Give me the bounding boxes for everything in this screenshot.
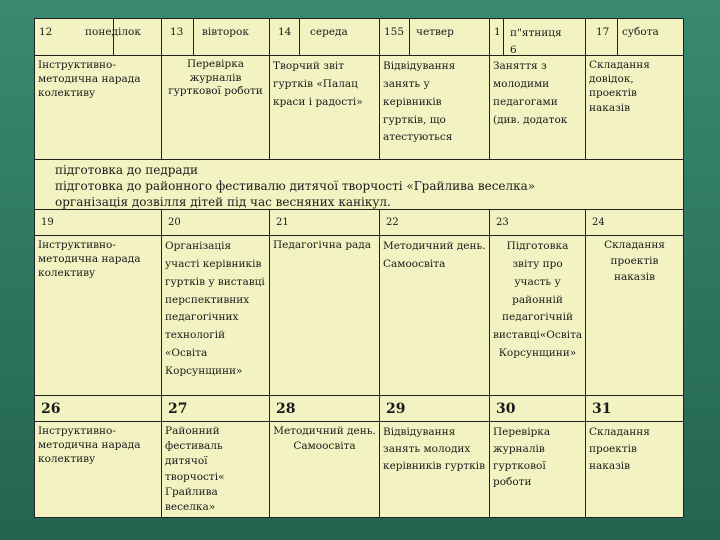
week3-event-wed: Методичний день. Самоосвіта	[269, 422, 379, 517]
week3-day-29: 29	[379, 396, 489, 421]
week3-event-fri: Перевірка журналів гурткової роботи	[489, 422, 585, 517]
week1-event-tue: Перевірка журналів гурткової роботи	[161, 56, 269, 159]
week2-events-row	[35, 235, 683, 395]
week3-event-sat: Складання проектів наказів	[585, 422, 683, 517]
week3-event-thu: Відвідування занять молодих керівників гуртків	[379, 422, 489, 517]
week3-events-row	[35, 421, 683, 517]
week2-day-21: 21	[269, 210, 379, 235]
note-item: підготовка до педради	[55, 163, 198, 177]
week1-event-mon: Інструктивно-методична нарада колективу	[38, 59, 141, 100]
week2-day-20: 20	[161, 210, 269, 235]
week1-day-sat: 17 субота	[585, 19, 683, 55]
week1-day-fri: 1 п"ятниця 6	[489, 19, 585, 55]
week3-event-tue: Районний фестиваль дитячої творчості« Грайлива веселка»	[161, 422, 269, 517]
week2-event-mon: Інструктивно-методична нарада колективу	[38, 239, 141, 280]
note-item: підготовка до районного фестивалю дитячої творчості «Грайлива веселка»	[55, 179, 536, 194]
week2-event-thu: Методичний день. Самоосвіта	[379, 236, 489, 395]
week3-day-28: 28	[269, 396, 379, 421]
week3-day-31: 31	[585, 396, 683, 421]
week1-events-row	[35, 55, 683, 159]
week2-event-fri: Підготовка звіту про участь у районній педагогічній виставці«Освіта Корсунщини»	[489, 236, 585, 395]
week2-day-24: 24	[585, 210, 683, 235]
week3-day-30: 30	[489, 396, 585, 421]
week3-event-mon: Інструктивно-методична нарада колективу	[38, 425, 141, 466]
note-item: організація дозвілля дітей під час весняних канікул.	[55, 195, 391, 210]
week1-day-mon: 12 понеділок	[39, 26, 141, 38]
week2-day-19: 19	[41, 217, 54, 228]
week2-event-wed: Педагогічна рада	[269, 236, 379, 395]
week1-event-sat: Складання довідок, проектів наказів	[585, 56, 683, 159]
schedule-table	[34, 18, 684, 518]
week2-day-22: 22	[379, 210, 489, 235]
week2-event-tue: Організація участі керівників гуртків у виставці перспективних педагогічних технологій «Освіта Корсунщини»	[161, 236, 269, 395]
week3-day-27: 27	[161, 396, 269, 421]
week1-header-row	[35, 19, 683, 55]
week1-event-fri: Заняття з молодими педагогами (див. додаток	[489, 56, 585, 159]
week1-day-thu: 155 четвер	[379, 19, 489, 55]
week3-day-26: 26	[41, 401, 61, 417]
week3-header-row	[35, 395, 683, 421]
week1-event-thu: Відвідування занять у керівників гуртків, що атестуються	[379, 56, 489, 159]
week1-event-wed: Творчий звіт гуртків «Палац краси і радості»	[269, 56, 379, 159]
week1-day-tue: 13 вівторок	[161, 19, 269, 55]
notes-block	[35, 159, 683, 209]
week2-header-row	[35, 209, 683, 235]
week2-day-23: 23	[489, 210, 585, 235]
week2-event-sat: Складання проектів наказів	[585, 236, 683, 395]
week1-day-wed: 14 середа	[269, 19, 379, 55]
